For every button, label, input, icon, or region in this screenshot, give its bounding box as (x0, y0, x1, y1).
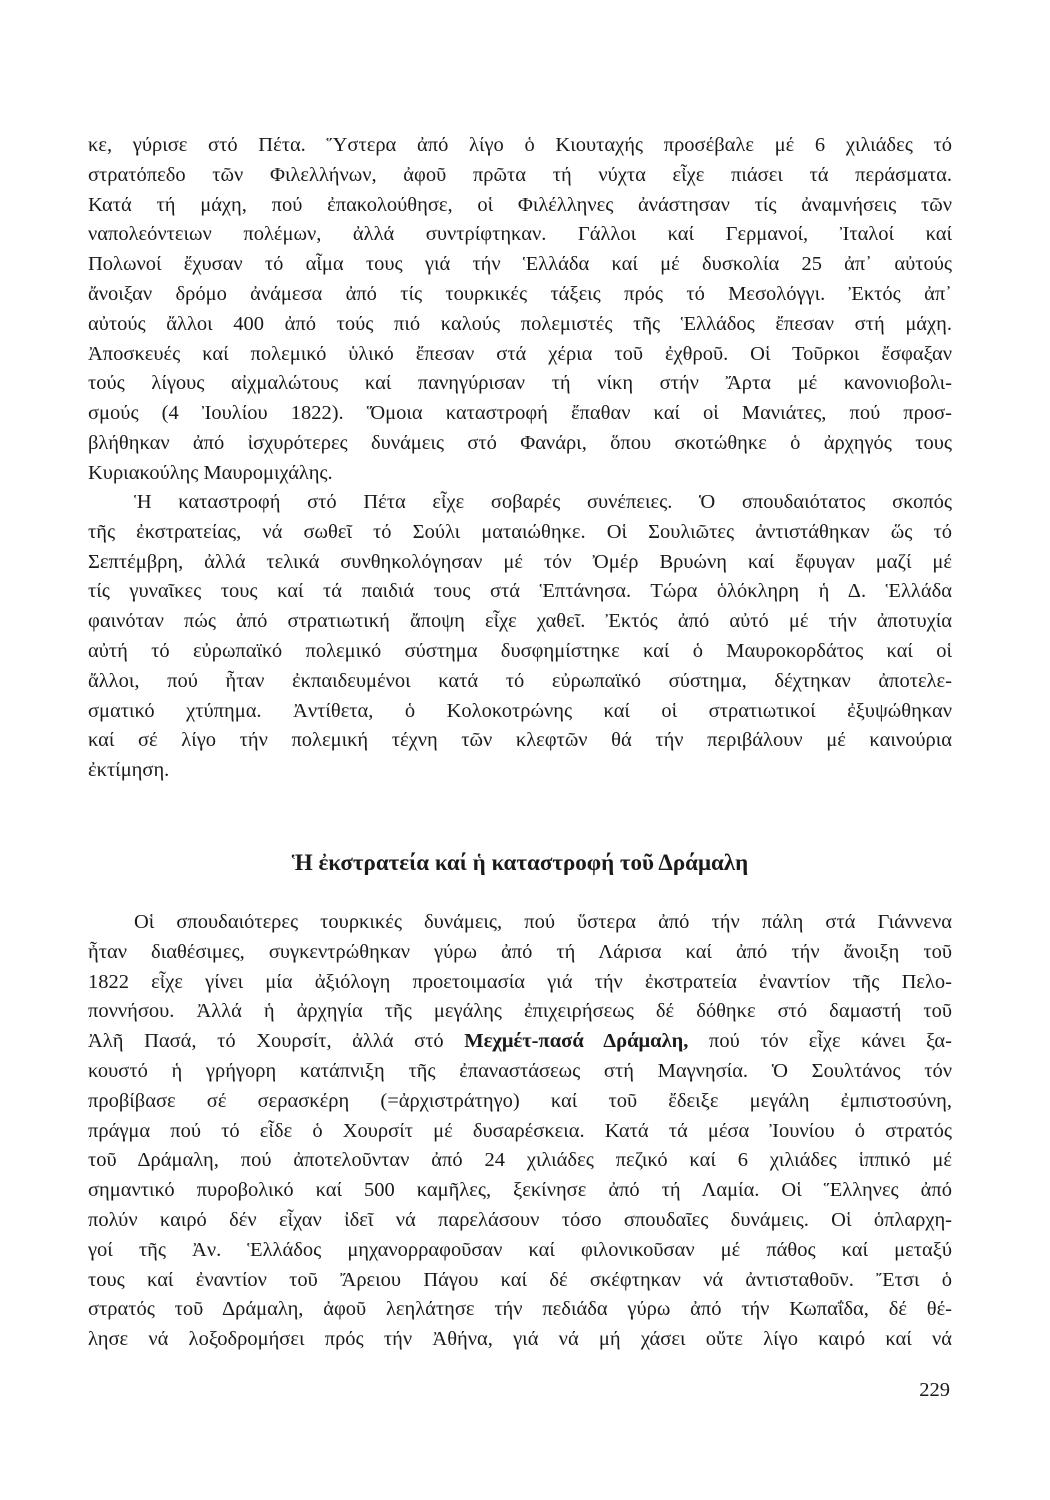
text-line: τους καί ἐναντίον τοῦ Ἄρειου Πάγου καί δέ σκέφτηκαν νά ἀντισταθοῦν. Ἔτσι ὁ (88, 1268, 952, 1291)
text-line: στρατός τοῦ Δράμαλη, ἀφοῦ λεηλάτησε τήν πεδιάδα γύρω ἀπό τήν Κωπαΐδα, δέ θέ- (88, 1298, 952, 1321)
text-line: πολύν καιρό δέν εἶχαν ἰδεῖ νά παρελάσουν τόσο σπουδαῖες δυνάμεις. Οἱ ὁπλαρχη- (88, 1208, 952, 1231)
text-line: ἄλλοι, πού ἦταν ἐκπαιδευμένοι κατά τό εὐρωπαϊκό σύστημα, δέχτηκαν ἀποτελε- (88, 669, 952, 692)
text-line: αὐτούς ἄλλοι 400 ἀπό τούς πιό καλούς πολεμιστές τῆς Ἑλλάδος ἔπεσαν στή μάχη. (88, 312, 952, 335)
page-number: 229 (919, 1379, 950, 1401)
text-line: τῆς ἐκστρατείας, νά σωθεῖ τό Σούλι ματαιώθηκε. Οἱ Σουλιῶτες ἀντιστάθηκαν ὥς τό (88, 520, 952, 543)
text-line: τούς λίγους αἰχμαλώτους καί πανηγύρισαν τή νίκη στήν Ἄρτα μέ κανονιοβολι- (88, 372, 952, 395)
text-line: ἄνοιξαν δρόμο ἀνάμεσα ἀπό τίς τουρκικές τάξεις πρός τό Μεσολόγγι. Ἐκτός ἀπ᾽ (88, 282, 952, 305)
text-line: 1822 εἶχε γίνει μία ἀξιόλογη προετοιμασία γιά τήν ἐκστρατεία ἐναντίον τῆς Πελο- (88, 970, 952, 993)
text-line: φαινόταν πώς ἀπό στρατιωτική ἄποψη εἶχε χαθεῖ. Ἐκτός ἀπό αὐτό μέ τήν ἀποτυχία (88, 610, 952, 633)
text-line: Πολωνοί ἔχυσαν τό αἷμα τους γιά τήν Ἑλλάδα καί μέ δυσκολία 25 ἀπ᾽ αὐτούς (88, 253, 952, 276)
text-line: Σεπτέμβρη, ἀλλά τελικά συνθηκολόγησαν μέ τόν Ὀμέρ Βρυώνη καί ἔφυγαν μαζί μέ (88, 550, 952, 573)
text-line: κε, γύρισε στό Πέτα. Ὕστερα ἀπό λίγο ὁ Κιουταχής προσέβαλε μέ 6 χιλιάδες τό (88, 134, 952, 156)
section-heading: Ἡ ἐκστρατεία καί ἡ καταστροφή τοῦ Δράμαλη (291, 850, 749, 875)
text-line: Ἀποσκευές καί πολεμικό ὑλικό ἔπεσαν στά χέρια τοῦ ἐχθροῦ. Οἱ Τοῦρκοι ἔσφαξαν (88, 342, 952, 365)
text-line: ποννήσου. Ἀλλά ἡ ἀρχηγία τῆς μεγάλης ἐπιχειρήσεως δέ δόθηκε στό δαμαστή τοῦ (88, 1000, 952, 1023)
text-line: ἦταν διαθέσιμες, συγκεντρώθηκαν γύρω ἀπό τή Λάρισα καί ἀπό τήν ἄνοιξη τοῦ (88, 940, 952, 963)
paragraph-consequences (88, 488, 952, 786)
text-line: στρατόπεδο τῶν Φιλελλήνων, ἀφοῦ πρῶτα τή νύχτα εἶχε πιάσει τά περάσματα. (88, 163, 952, 186)
text-line: πράγμα πού τό εἶδε ὁ Χουρσίτ μέ δυσαρέσκεια. Κατά τά μέσα Ἰουνίου ὁ στρατός (88, 1119, 952, 1142)
text-line: τίς γυναῖκες τους καί τά παιδιά τους στά Ἑπτάνησα. Τώρα ὁλόκληρη ἡ Δ. Ἑλλάδα (88, 580, 952, 603)
text-line: σματικό χτύπημα. Ἀντίθετα, ὁ Κολοκοτρώνης καί οἱ στρατιωτικοί ἐξυψώθηκαν (88, 699, 952, 722)
text-line-with-bold-name (88, 1027, 952, 1057)
text-line: Οἱ σπουδαιότερες τουρκικές δυνάμεις, πού ὕστερα ἀπό τήν πάλη στά Γιάννενα (134, 911, 952, 933)
text-line: Κυριακούλης Μαυρομιχάλης. (88, 461, 333, 484)
text-segment: πού τόν εἶχε κάνει ξα- (688, 1030, 952, 1053)
text-segment: Ἀλῆ Πασά, τό Χουρσίτ, ἀλλά στό (88, 1030, 465, 1053)
text-line: βλήθηκαν ἀπό ἰσχυρότερες δυνάμεις στό Φανάρι, ὅπου σκοτώθηκε ὁ ἀρχηγός τους (88, 431, 952, 454)
text-line: ναπολεόντειων πολέμων, ἀλλά συντρίφτηκαν. Γάλλοι καί Γερμανοί, Ἰταλοί καί (88, 223, 952, 246)
text-line: καί σέ λίγο τήν πολεμική τέχνη τῶν κλεφτῶν θά τήν περιβάλουν μέ καινούρια (88, 729, 952, 752)
text-line: σημαντικό πυροβολικό καί 500 καμῆλες, ξεκίνησε ἀπό τή Λαμία. Οἱ Ἕλληνες ἀπό (88, 1179, 952, 1202)
text-line: Ἡ καταστροφή στό Πέτα εἶχε σοβαρές συνέπειες. Ὁ σπουδαιότατος σκοπός (134, 491, 952, 513)
text-line: λησε νά λοξοδρομήσει πρός τήν Ἀθήνα, γιά νά μή χάσει οὔτε λίγο καιρό καί νά (88, 1328, 952, 1351)
text-line: γοί τῆς Ἀν. Ἑλλάδος μηχανορραφοῦσαν καί φιλονικοῦσαν μέ πάθος καί μεταξύ (88, 1238, 952, 1261)
text-line: ἐκτίμηση. (88, 759, 170, 782)
text-line: κουστό ἡ γρήγορη κατάπνιξη τῆς ἐπαναστάσεως στή Μαγνησία. Ὁ Σουλτάνος τόν (88, 1059, 952, 1082)
paragraph-dramali-campaign (88, 908, 952, 1355)
paragraph-petta-battle (88, 131, 952, 489)
bold-name: Μεχμέτ-πασά Δράμαλη, (464, 1030, 689, 1053)
text-line: τοῦ Δράμαλη, πού ἀποτελοῦνταν ἀπό 24 χιλιάδες πεζικό καί 6 χιλιάδες ἱππικό μέ (88, 1149, 952, 1172)
text-line: αὐτή τό εὐρωπαϊκό πολεμικό σύστημα δυσφημίστηκε καί ὁ Μαυροκορδάτος καί οἱ (88, 639, 952, 662)
text-line: Κατά τή μάχη, πού ἐπακολούθησε, οἱ Φιλέλληνες ἀνάστησαν τίς ἀναμνήσεις τῶν (88, 193, 952, 216)
text-line: προβίβασε σέ σερασκέρη (=ἀρχιστράτηγο) καί τοῦ ἔδειξε μεγάλη ἐμπιστοσύνη, (88, 1089, 952, 1112)
text-line: σμούς (4 Ἰουλίου 1822). Ὅμοια καταστροφή ἔπαθαν καί οἱ Μανιάτες, πού προσ- (88, 402, 952, 425)
